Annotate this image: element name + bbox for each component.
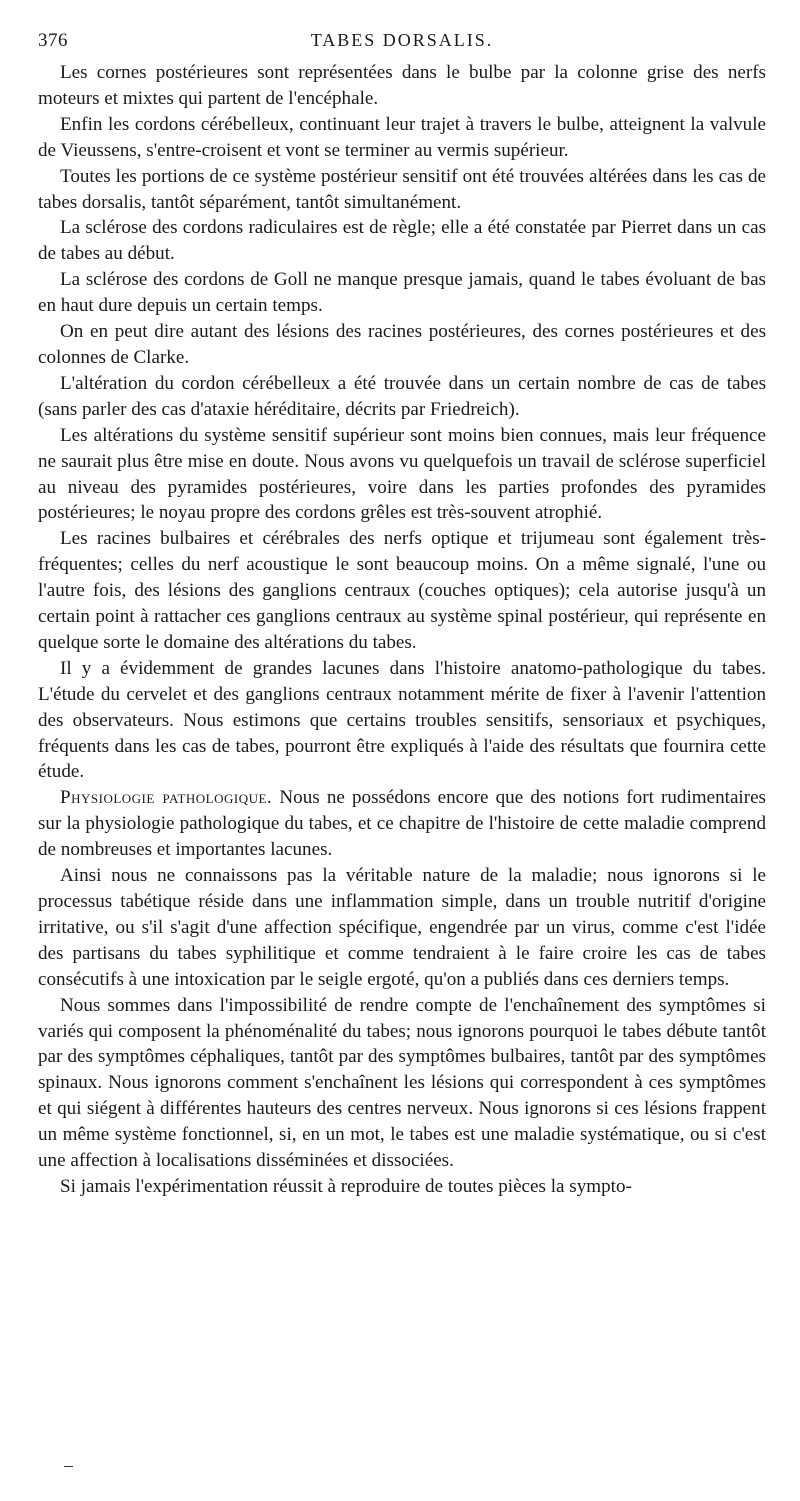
- paragraph: Ainsi nous ne connaissons pas la véritable nature de la maladie; nous ignorons si le processus tabétique réside dans une inflammation simple, dans un trouble nutritif d'origine irritative, ou s'il s'agit d'une affection spécifique, engendrée par un virus, comme c'est l'idée des partisans du tabes syphilitique et comme tendraient à le faire croire les cas de tabes consécutifs à une intoxication par le seigle ergoté, qu'on a publiés dans ces derniers temps.: [38, 865, 766, 990]
- running-head: [38, 30, 766, 56]
- body-text: [38, 60, 766, 1200]
- section-heading: Physiologie pathologique.: [60, 787, 273, 809]
- paragraph: La sclérose des cordons radiculaires est de règle; elle a été constatée par Pierret dans un cas de tabes au début.: [38, 217, 766, 265]
- paragraph: On en peut dire autant des lésions des racines postérieures, des cornes postérieures et des colonnes de Clarke.: [38, 321, 766, 368]
- paragraph: Les cornes postérieures sont représentées dans le bulbe par la colonne grise des nerfs moteurs et mixtes qui partent de l'encéphale.: [38, 62, 766, 109]
- paragraph: Enfin les cordons cérébelleux, continuant leur trajet à travers le bulbe, atteignent la valvule de Vieussens, s'entre-croisent et vont se terminer au vermis supérieur.: [38, 113, 766, 161]
- paragraph: Il y a évidemment de grandes lacunes dans l'histoire anatomo-pathologique du tabes. L'étude du cervelet et des ganglions centraux notamment mérite de fixer à l'avenir l'attention des observateurs. Nous estimons que certains troubles sensitifs, sensoriaux et psychiques, fréquents dans les cas de tabes, pourront être expliqués à l'aide des résultats que fournira cette étude.: [38, 657, 766, 783]
- page-footer-mark: [64, 1466, 73, 1467]
- section-intro: Nous ne possédons encore que des notions fort rudimentaires sur la physiologie pathologique du tabes, et ce chapitre de l'histoire de cette maladie comprend de nombreuses et importantes lacunes.: [38, 787, 766, 861]
- paragraph: Nous sommes dans l'impossibilité de rendre compte de l'enchaînement des symptômes si variés qui composent la phénoménalité du tabes; nous ignorons pourquoi le tabes débute tantôt par des symptômes céphaliques, tantôt par des symptômes bulbaires, tantôt par des symptômes spinaux. Nous ignorons comment s'enchaînent les lésions qui correspondent à ces symptômes et qui siégent à différentes hauteurs des centres nerveux. Nous ignorons si ces lésions frappent un même système fonctionnel, si, en un mot, le tabes est une maladie systématique, ou si c'est une affection à localisations disséminées et dissociées.: [38, 994, 766, 1172]
- section-paragraph: [38, 785, 766, 863]
- paragraph: Si jamais l'expérimentation réussit à reproduire de toutes pièces la sympto-: [60, 1175, 632, 1197]
- paragraph: L'altération du cordon cérébelleux a été trouvée dans un certain nombre de cas de tabes (sans parler des cas d'ataxie héréditaire, décrits par Friedreich).: [38, 372, 766, 420]
- page-number: 376: [38, 30, 68, 51]
- paragraph: Les racines bulbaires et cérébrales des nerfs optique et trijumeau sont également très-fréquentes; celles du nerf acoustique le sont beaucoup moins. On a même signalé, l'une ou l'autre fois, des lésions des ganglions centraux (couches optiques); cela autorise jusqu'à un certain point à rattacher ces ganglions centraux au système spinal postérieur, qui représente en quelque sorte le domaine des altérations du tabes.: [38, 528, 766, 653]
- book-page: [38, 30, 766, 1200]
- paragraph: La sclérose des cordons de Goll ne manque presque jamais, quand le tabes évoluant de bas en haut dure depuis un certain temps.: [38, 269, 766, 317]
- running-title: TABES DORSALIS.: [310, 30, 494, 50]
- paragraph: Les altérations du système sensitif supérieur sont moins bien connues, mais leur fréquence ne saurait plus être mise en doute. Nous avons vu quelquefois un travail de sclérose superficiel au niveau des pyramides postérieures, voire dans les parties profondes des pyramides postérieures; le noyau propre des cordons grêles est très-souvent atrophié.: [38, 424, 766, 524]
- paragraph: Toutes les portions de ce système postérieur sensitif ont été trouvées altérées dans les cas de tabes dorsalis, tantôt séparément, tantôt simultanément.: [38, 165, 766, 213]
